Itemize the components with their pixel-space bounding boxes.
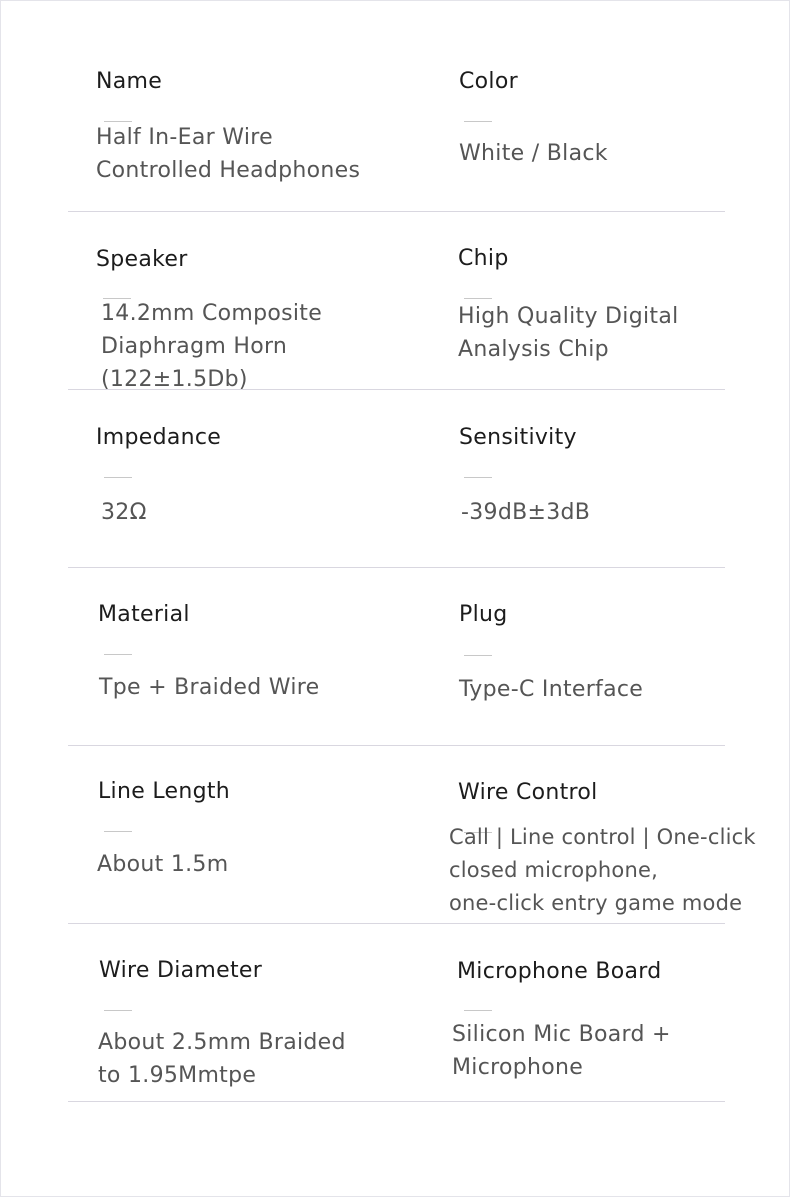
spec-label: Chip	[458, 246, 509, 271]
spec-value-line: 32Ω	[101, 500, 147, 525]
spec-label: Microphone Board	[457, 959, 662, 984]
spec-value-line: Silicon Mic Board +	[452, 1022, 671, 1047]
spec-value-line: closed microphone,	[449, 858, 658, 882]
spec-label: Wire Diameter	[99, 958, 263, 983]
spec-value	[98, 1026, 346, 1092]
spec-value	[458, 300, 679, 366]
row-divider	[68, 567, 725, 568]
row-divider	[68, 1101, 725, 1102]
row-divider	[68, 389, 725, 390]
separator-dash	[464, 655, 492, 656]
spec-name	[96, 67, 162, 97]
spec-plug	[459, 600, 508, 630]
spec-value-line: Tpe + Braided Wire	[99, 675, 320, 700]
separator-dash	[464, 121, 492, 122]
spec-value-line: White / Black	[459, 141, 608, 166]
separator-dash	[104, 1010, 132, 1011]
spec-value	[96, 121, 360, 187]
spec-label: Color	[459, 69, 518, 94]
spec-value-line: Call | Line control | One-click	[449, 825, 756, 849]
spec-value-line: Half In-Ear Wire	[96, 125, 273, 150]
spec-wire-diameter	[99, 956, 262, 986]
spec-value-line: one-click entry game mode	[449, 891, 743, 915]
separator-dash	[464, 1010, 492, 1011]
spec-value	[99, 671, 319, 704]
separator-dash	[104, 654, 132, 655]
spec-value	[452, 1018, 671, 1084]
spec-value-line: About 1.5m	[97, 852, 229, 877]
spec-value-line: 14.2mm Composite	[101, 301, 323, 326]
spec-label: Material	[98, 602, 190, 627]
spec-line-length	[98, 777, 230, 807]
spec-label: Plug	[459, 602, 508, 627]
spec-value-line: Type-C Interface	[459, 677, 644, 702]
spec-value-line: -39dB±3dB	[461, 500, 591, 525]
spec-label: Line Length	[98, 779, 231, 804]
spec-label: Wire Control	[458, 780, 598, 805]
row-divider	[68, 923, 725, 924]
spec-value	[101, 496, 147, 529]
spec-speaker	[96, 245, 188, 275]
spec-chip	[458, 244, 509, 274]
spec-label: Speaker	[96, 247, 188, 272]
row-divider	[68, 745, 725, 746]
spec-value-line: (122±1.5Db)	[101, 367, 248, 392]
spec-value	[459, 673, 643, 706]
spec-wire-control	[458, 778, 598, 808]
spec-label: Name	[96, 69, 163, 94]
spec-microphone-board	[457, 957, 662, 987]
row-divider	[68, 211, 725, 212]
spec-value-line: to 1.95Mmtpe	[98, 1063, 257, 1088]
separator-dash	[104, 477, 132, 478]
spec-value-line: About 2.5mm Braided	[98, 1030, 346, 1055]
separator-dash	[104, 831, 132, 832]
spec-value-line: Analysis Chip	[458, 337, 609, 362]
spec-value-line: Diaphragm Horn	[101, 334, 288, 359]
spec-value	[461, 496, 590, 529]
spec-material	[98, 600, 190, 630]
spec-value	[459, 137, 608, 170]
spec-value	[97, 848, 228, 881]
spec-color	[459, 67, 518, 97]
separator-dash	[464, 477, 492, 478]
separator-dash	[464, 298, 492, 299]
spec-label: Impedance	[96, 425, 222, 450]
spec-sensitivity	[459, 423, 577, 453]
spec-label: Sensitivity	[459, 425, 577, 450]
spec-impedance	[96, 423, 221, 453]
spec-value	[449, 821, 756, 920]
spec-value	[101, 297, 322, 396]
spec-value-line: Controlled Headphones	[96, 158, 361, 183]
spec-value-line: High Quality Digital	[458, 304, 679, 329]
spec-value-line: Microphone	[452, 1055, 584, 1080]
